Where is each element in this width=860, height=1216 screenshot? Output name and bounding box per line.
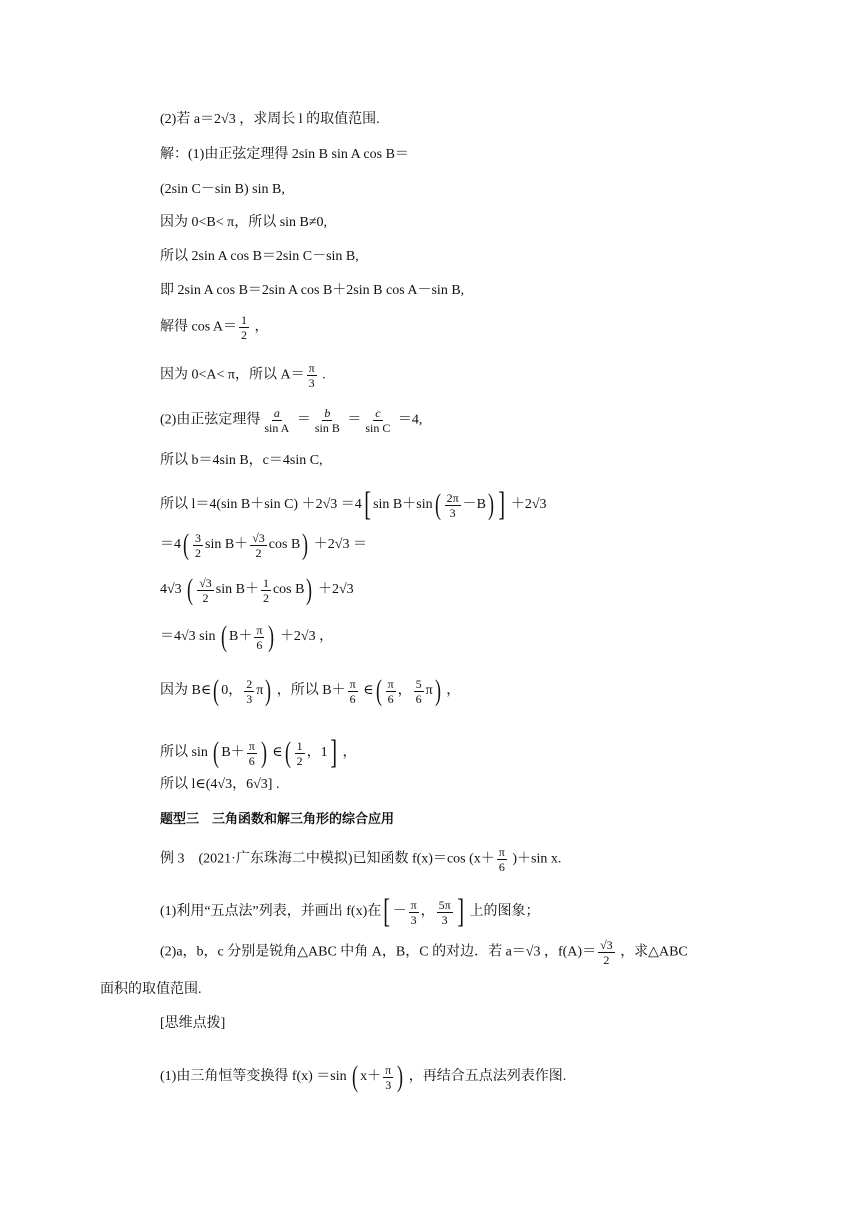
text: 4√3 (160, 582, 182, 598)
denominator: sin C (365, 421, 391, 435)
numerator: √3 (600, 938, 613, 952)
text: ，再结合五点法列表作图. (405, 1069, 567, 1085)
text: ，求△ABC (616, 944, 688, 960)
numerator: π (308, 361, 315, 375)
denominator: sin A (264, 421, 290, 435)
math-line (160, 676, 460, 706)
text: ， (251, 319, 269, 335)
denominator: 2 (255, 545, 262, 560)
text-line: (2)若 a＝2√3 ，求周长 l 的取值范围. (160, 112, 380, 127)
text-line: 所以 l∈(4√3，6√3] . (160, 777, 280, 792)
fraction (244, 677, 254, 706)
denominator: 2 (195, 545, 201, 560)
numerator: 2π (446, 490, 459, 505)
fraction (313, 406, 342, 435)
fraction (363, 406, 392, 435)
text: － (392, 904, 407, 920)
text: (2)由正弦定理得 (160, 412, 261, 428)
numerator: √3 (252, 530, 265, 545)
paren: ) (302, 528, 309, 561)
text: . (318, 367, 326, 383)
fraction (598, 938, 615, 967)
denominator: 3 (385, 1077, 392, 1092)
numerator: π (498, 845, 505, 859)
denominator: 6 (256, 637, 263, 652)
text: ， (338, 745, 357, 761)
numerator: b (324, 406, 331, 420)
denominator: 6 (349, 691, 356, 706)
denominator: 3 (441, 912, 448, 927)
text: ＝4 (160, 537, 181, 553)
math-line (160, 622, 333, 652)
numerator: 1 (262, 575, 269, 590)
paren: ( (183, 528, 189, 561)
text: ＋2√3 (314, 582, 354, 598)
fraction (386, 677, 396, 706)
fraction (261, 576, 271, 605)
paren: ) (268, 620, 275, 653)
fraction (307, 361, 317, 390)
numerator: 5 (415, 676, 422, 691)
paren: ( (284, 736, 291, 769)
text: cos B (272, 582, 305, 598)
text: B＋ (221, 745, 245, 761)
text: ，所以 B＋ (273, 683, 346, 699)
bracket: ] (498, 486, 506, 523)
text: sin B＋sin (373, 497, 433, 513)
fraction (383, 1063, 393, 1092)
tip-heading: [思维点拨] (160, 1016, 226, 1031)
paren: ) (434, 674, 441, 707)
text: ， (397, 683, 412, 699)
text: －B (462, 497, 486, 513)
paren: ( (213, 736, 220, 769)
text: ＋2√3 (510, 497, 547, 513)
math-line (160, 575, 354, 605)
text-line: 因为 0<B< π，所以 sin B≠0, (160, 215, 328, 230)
fraction (247, 739, 257, 768)
text: ＝4√3 sin (160, 629, 216, 645)
denominator: 3 (246, 691, 253, 706)
math-line (160, 1062, 566, 1092)
text: ＋2√3 ， (276, 629, 334, 645)
text: 解得 cos A＝ (160, 319, 237, 335)
numerator: 5π (438, 897, 451, 912)
text: π (425, 683, 433, 699)
text: π (256, 683, 264, 699)
numerator: π (387, 676, 394, 691)
math-line (160, 938, 688, 967)
denominator: 3 (308, 376, 315, 390)
paren: ( (221, 620, 228, 653)
denominator: 2 (202, 590, 209, 605)
fraction (193, 531, 203, 560)
math-line (160, 313, 269, 342)
paren: ) (265, 674, 272, 707)
math-line (160, 895, 540, 929)
text: (2)a，b，c 分别是锐角△ABC 中角 A，B，C 的对边．若 a＝√3 ，f(A)＝ (160, 944, 597, 960)
numerator: √3 (199, 575, 212, 590)
numerator: π (349, 676, 356, 691)
denominator: 2 (603, 953, 610, 967)
numerator: 2 (246, 676, 253, 691)
numerator: π (256, 622, 263, 637)
denominator: 6 (387, 691, 394, 706)
numerator: a (273, 406, 280, 420)
math-line (160, 736, 356, 770)
text: cos B (268, 537, 301, 553)
text: ∈ (268, 745, 283, 761)
bracket: ] (329, 734, 337, 771)
math-line (160, 361, 326, 390)
paren: ) (260, 736, 267, 769)
numerator: π (385, 1062, 392, 1077)
paren: ( (375, 674, 382, 707)
numerator: π (410, 897, 417, 912)
text: ＝4, (397, 412, 423, 428)
text-line: 所以 b＝4sin B，c＝4sin C, (160, 453, 323, 468)
math-line (160, 845, 561, 874)
text-line: 解：(1)由正弦定理得 2sin B sin A cos B＝ (160, 147, 409, 162)
bracket: ] (456, 893, 464, 930)
section-heading: 题型三 三角函数和解三角形的综合应用 (160, 812, 395, 827)
text: ， (442, 683, 461, 699)
denominator: 3 (449, 505, 456, 520)
text: sin B＋ (215, 582, 259, 598)
text: 所以 sin (160, 745, 208, 761)
text: ， (420, 904, 435, 920)
paren: ) (488, 488, 494, 521)
text: )＋sin x. (508, 851, 562, 867)
text-line: 所以 2sin A cos B＝2sin C－sin B, (160, 249, 359, 264)
denominator: 6 (248, 753, 255, 768)
text: x＋ (360, 1069, 382, 1085)
text: ，1 (306, 745, 328, 761)
text-line: 面积的取值范围. (100, 982, 202, 997)
text-line: (2sin C－sin B) sin B, (160, 182, 285, 197)
paren: ) (306, 573, 313, 606)
numerator: 1 (241, 313, 247, 327)
numerator: 1 (296, 738, 303, 753)
numerator: 3 (195, 530, 201, 545)
text: ∈ (359, 683, 374, 699)
text: (1)由三角恒等变换得 f(x) ＝sin (160, 1069, 347, 1085)
denominator: 6 (498, 860, 505, 874)
fraction (250, 531, 267, 560)
text: ＋2√3 ＝ (310, 537, 367, 553)
text: 0， (221, 683, 243, 699)
paren: ( (187, 573, 194, 606)
denominator: 2 (296, 753, 303, 768)
text: 因为 B∈ (160, 683, 212, 699)
fraction (239, 313, 249, 342)
text: sin B＋ (205, 537, 249, 553)
text: 例 3 (2021·广东珠海二中模拟)已知函数 f(x)＝cos (x＋ (160, 851, 495, 867)
numerator: π (248, 738, 255, 753)
paren: ( (213, 674, 220, 707)
fraction (437, 898, 453, 927)
denominator: sin B (314, 421, 340, 435)
math-line: (2)由正弦定理得 $\frac{a}{\text{sin A}}$ ＝ $\frac{b}{\text{sin B}}$ ＝ $\frac{c}{\text{sin C}}$ ＝4, (160, 406, 423, 435)
text: 因为 0<A< π，所以 A＝ (160, 367, 305, 383)
denominator: 2 (262, 590, 269, 605)
text-line: 即 2sin A cos B＝2sin A cos B＋2sin B cos A－sin B, (160, 283, 465, 298)
math-line (160, 488, 547, 522)
fraction (262, 406, 291, 435)
text: 上的图象； (466, 904, 540, 920)
paren: ) (397, 1060, 404, 1093)
fraction (348, 677, 358, 706)
bracket: [ (364, 486, 371, 523)
text: 所以 l＝4(sin B＋sin C) ＋2√3 ＝4 (160, 497, 362, 513)
fraction (445, 491, 461, 520)
denominator: 3 (410, 912, 417, 927)
paren: ( (434, 488, 441, 521)
text: (1)利用“五点法”列表，并画出 f(x)在 (160, 904, 382, 920)
fraction (409, 898, 419, 927)
text: B＋ (229, 629, 253, 645)
fraction (197, 576, 214, 605)
fraction (254, 623, 264, 652)
math-line (160, 530, 367, 560)
numerator: c (375, 406, 381, 420)
denominator: 6 (415, 691, 422, 706)
denominator: 2 (241, 328, 247, 342)
fraction (497, 845, 507, 874)
paren: ( (352, 1060, 359, 1093)
fraction (295, 739, 305, 768)
fraction (414, 677, 424, 706)
bracket: [ (383, 893, 391, 930)
